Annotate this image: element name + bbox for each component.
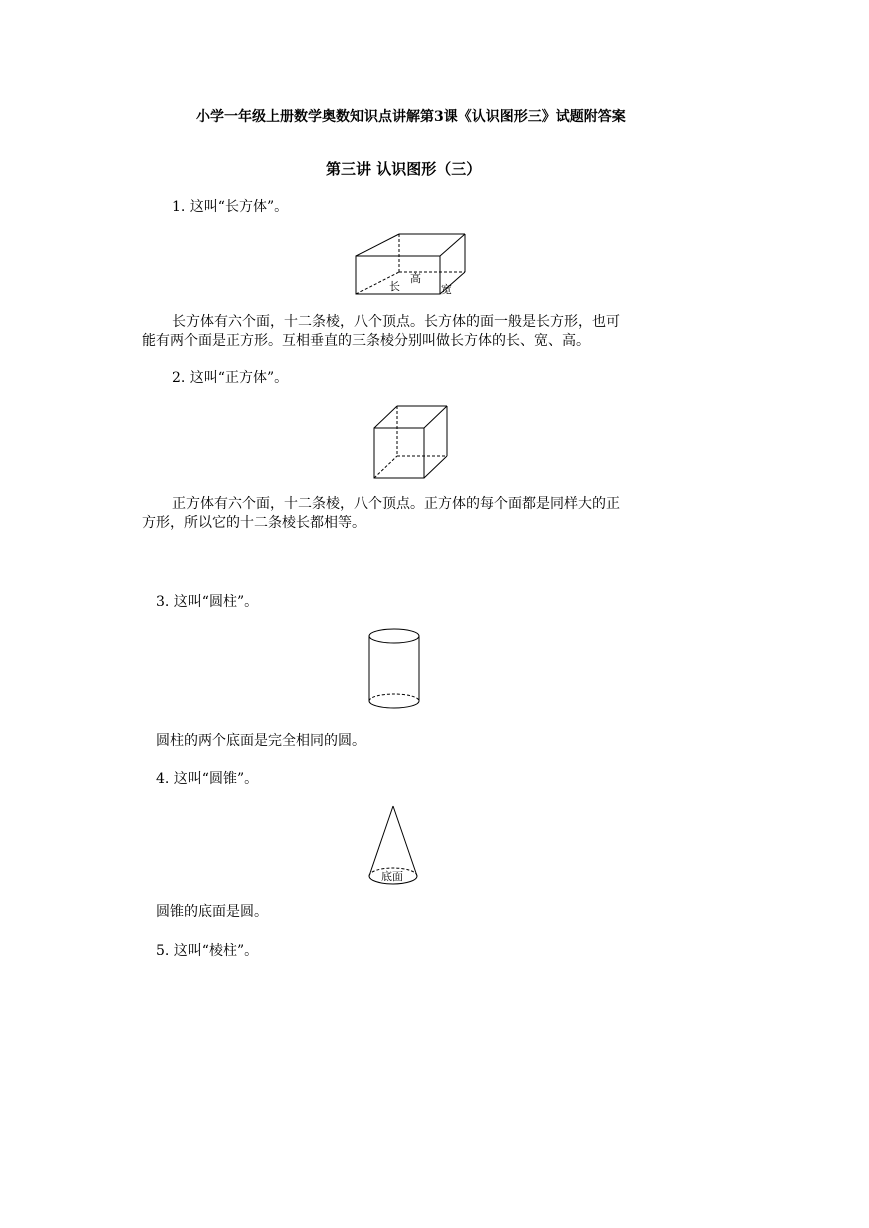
item-2-heading: 2. 这叫“正方体”。 [172, 370, 289, 386]
document-title: 小学一年级上册数学奥数知识点讲解第3课《认识图形三》试题附答案 [196, 109, 626, 125]
item-2-desc-line1: 正方体有六个面，十二条棱，八个顶点。正方体的每个面都是同样大的正 [172, 496, 620, 512]
cuboid-width-label: 宽 [441, 283, 452, 296]
item-1-heading: 1. 这叫“长方体”。 [172, 199, 289, 215]
item-3-desc: 圆柱的两个底面是完全相同的圆。 [156, 733, 366, 749]
section-title: 第三讲 认识图形（三） [326, 160, 482, 178]
cuboid-length-label: 长 [389, 280, 400, 293]
item-3-heading: 3. 这叫“圆柱”。 [156, 594, 259, 610]
cube-figure [373, 404, 449, 480]
item-2-desc-line2: 方形，所以它的十二条棱长都相等。 [142, 515, 366, 531]
cuboid-height-label: 高 [410, 272, 421, 285]
item-1-desc-line1: 长方体有六个面，十二条棱，八个顶点。长方体的面一般是长方形，也可 [172, 314, 620, 330]
item-5-heading: 5. 这叫“棱柱”。 [156, 943, 259, 959]
cylinder-figure [367, 628, 421, 710]
item-4-heading: 4. 这叫“圆锥”。 [156, 771, 259, 787]
cone-base-label: 底面 [381, 870, 403, 883]
item-1-desc-line2: 能有两个面是正方形。互相垂直的三条棱分别叫做长方体的长、宽、高。 [142, 333, 590, 349]
item-4-desc: 圆锥的底面是圆。 [156, 904, 268, 920]
cone-figure [367, 805, 421, 887]
cuboid-figure [355, 232, 467, 296]
